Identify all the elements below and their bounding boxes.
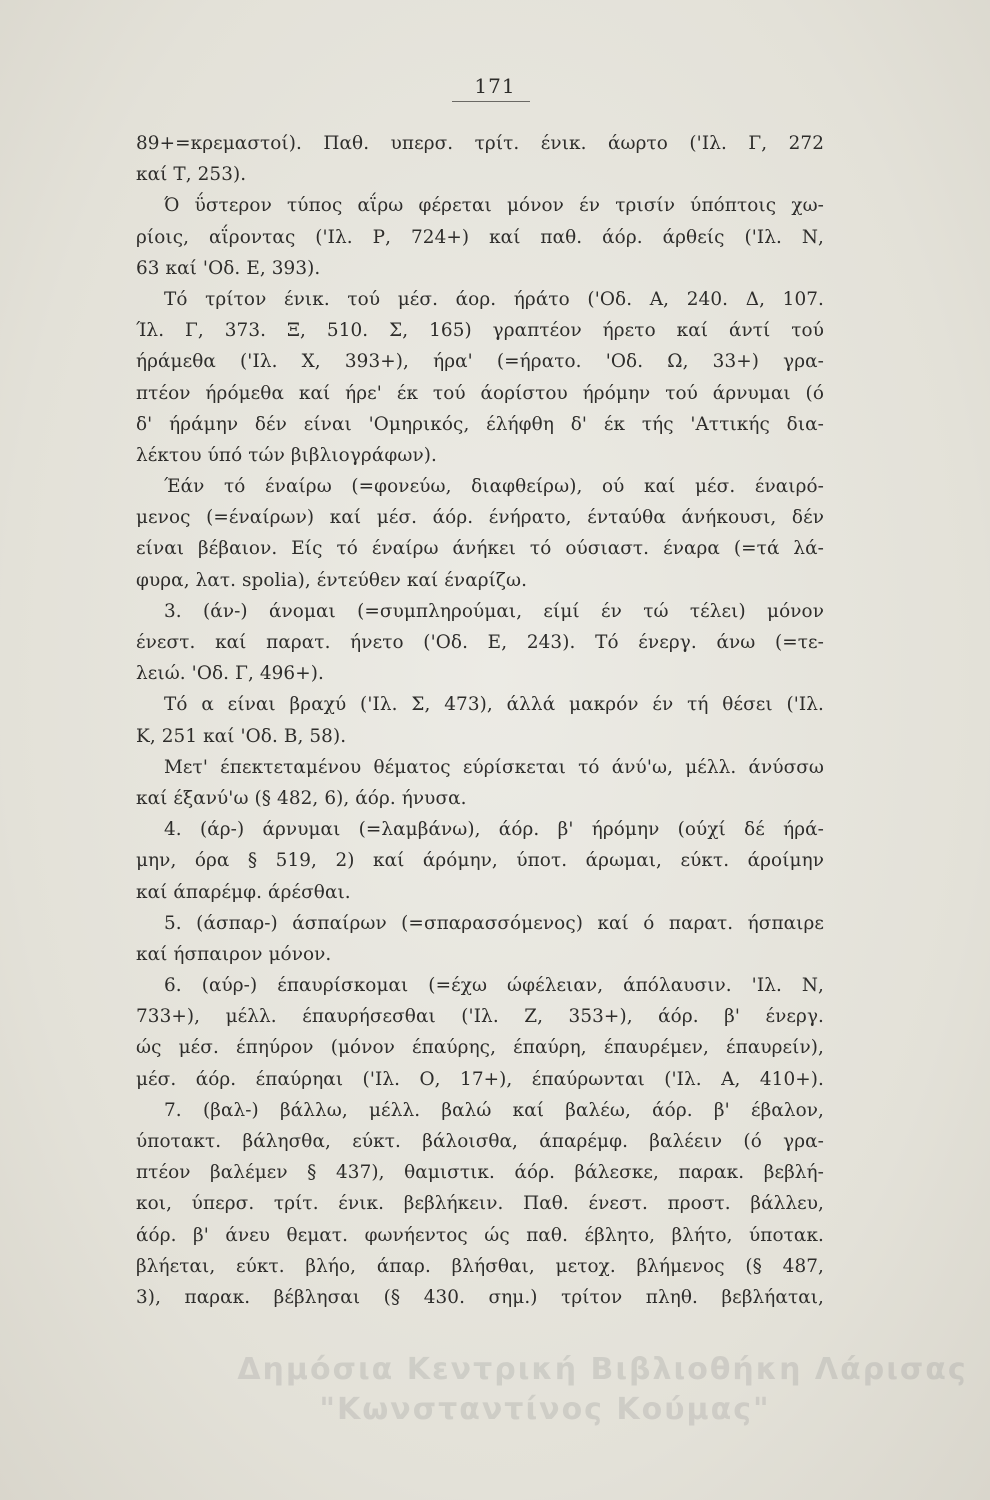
text-line: 89+=κρεμαστοί). Παθ. υπερσ. τρίτ. ένικ. άωρτο ('Ιλ. Γ, 272 bbox=[136, 133, 824, 154]
page-number: 171 bbox=[474, 74, 516, 98]
library-watermark-line-1: Δημόσια Κεντρική Βιβλιοθήκη Λάρισας bbox=[237, 1352, 968, 1387]
text-line: δ' ήράμην δέν είναι 'Ομηρικός, έλήφθη δ' έκ τής 'Αττικής δια- bbox=[136, 413, 824, 435]
text-line: λέκτου ύπό τών βιβλιογράφων). bbox=[136, 444, 437, 466]
text-line: Ίλ. Γ, 373. Ξ, 510. Σ, 165) γραπτέον ήρετο καί άντί τού bbox=[136, 320, 824, 342]
text-line: άόρ. β' άνευ θεματ. φωνήεντος ώς παθ. έβλητο, βλήτο, ύποτακ. bbox=[136, 1224, 824, 1246]
page-number-rule bbox=[452, 101, 530, 102]
text-line: ύποτακτ. βάλησθα, εύκτ. βάλοισθα, άπαρέμφ. βαλέειν (ό γρα- bbox=[136, 1131, 824, 1152]
text-line: Έάν τό έναίρω (=φονεύω, διαφθείρω), ού καί μέσ. έναιρό- bbox=[164, 476, 824, 498]
text-line: φυρα, λατ. spolia), έντεύθεν καί έναρίζω. bbox=[136, 569, 528, 591]
text-line: κοι, ύπερσ. τρίτ. ένικ. βεβλήκειν. Παθ. ένεστ. προστ. βάλλευ, bbox=[136, 1193, 824, 1215]
text-line: πτέον βαλέμεν § 437), θαμιστικ. άόρ. βάλεσκε, παρακ. βεβλή- bbox=[136, 1162, 824, 1184]
text-line: μέσ. άόρ. έπαύρηαι ('Ιλ. Ο, 17+), έπαύρωνται ('Ιλ. Α, 410+). bbox=[136, 1068, 824, 1090]
text-line: καί ήσπαιρον μόνον. bbox=[136, 943, 332, 965]
text-line: βλήεται, εύκτ. βλήο, άπαρ. βλήσθαι, μετοχ. βλήμενος (§ 487, bbox=[136, 1255, 824, 1277]
text-line: ρίοις, αΐροντας ('Ιλ. Ρ, 724+) καί παθ. άόρ. άρθείς ('Ιλ. Ν, bbox=[136, 226, 824, 248]
text-line: Τό α είναι βραχύ ('Ιλ. Σ, 473), άλλά μακρόν έν τή θέσει ('Ιλ. bbox=[164, 694, 824, 716]
text-line: 3. (άν-) άνομαι (=συμπληρούμαι, είμί έν τώ τέλει) μόνον bbox=[164, 600, 824, 622]
text-line: 4. (άρ-) άρνυμαι (=λαμβάνω), άόρ. β' ήρόμην (ούχί δέ ήρά- bbox=[164, 819, 824, 841]
body-text bbox=[136, 128, 824, 1313]
text-line: 63 καί 'Οδ. Ε, 393). bbox=[136, 257, 321, 279]
text-line: Κ, 251 καί 'Οδ. Β, 58). bbox=[136, 725, 347, 747]
text-line: ώς μέσ. έπηύρον (μόνον έπαύρης, έπαύρη, έπαυρέμεν, έπαυρείν), bbox=[136, 1037, 824, 1059]
text-line: λειώ. 'Οδ. Γ, 496+). bbox=[136, 663, 324, 685]
text-line: καί άπαρέμφ. άρέσθαι. bbox=[136, 881, 351, 903]
text-line: μην, όρα § 519, 2) καί άρόμην, ύποτ. άρωμαι, εύκτ. άροίμην bbox=[136, 850, 824, 872]
text-line: Τό τρίτον ένικ. τού μέσ. άορ. ήράτο ('Οδ. Α, 240. Δ, 107. bbox=[164, 288, 824, 310]
text-line: Ό ΰστερον τύπος αΐρω φέρεται μόνον έν τρισίν ύπόπτοις χω- bbox=[164, 195, 824, 217]
text-line: καί Τ, 253). bbox=[136, 164, 247, 186]
text-line: 3), παρακ. βέβλησαι (§ 430. σημ.) τρίτον πληθ. βεβλήαται, bbox=[136, 1286, 824, 1308]
text-line: 733+), μέλλ. έπαυρήσεσθαι ('Ιλ. Ζ, 353+), άόρ. β' ένεργ. bbox=[136, 1006, 824, 1028]
library-watermark-line-2: "Κωνσταντίνος Κούμας" bbox=[319, 1392, 771, 1427]
text-line: καί έξανύ'ω (§ 482, 6), άόρ. ήνυσα. bbox=[136, 787, 467, 809]
text-line: 7. (βαλ-) βάλλω, μέλλ. βαλώ καί βαλέω, άόρ. β' έβαλον, bbox=[164, 1099, 824, 1121]
text-line: μενος (=έναίρων) καί μέσ. άόρ. ένήρατο, ένταύθα άνήκουσι, δέν bbox=[136, 507, 824, 529]
text-line: 6. (αύρ-) έπαυρίσκομαι (=έχω ώφέλειαν, άπόλαυσιν. 'Ιλ. Ν, bbox=[164, 975, 824, 997]
text-line: 5. (άσπαρ-) άσπαίρων (=σπαρασσόμενος) καί ό παρατ. ήσπαιρε bbox=[164, 912, 824, 934]
text-line: ένεστ. καί παρατ. ήνετο ('Οδ. Ε, 243). Τό ένεργ. άνω (=τε- bbox=[136, 632, 824, 653]
text-line: Μετ' έπεκτεταμένου θέματος εύρίσκεται τό άνύ'ω, μέλλ. άνύσσω bbox=[164, 756, 824, 778]
text-line: είναι βέβαιον. Είς τό έναίρω άνήκει τό ούσιαστ. έναρα (=τά λά- bbox=[136, 538, 824, 560]
text-line: πτέον ήρόμεθα καί ήρε' έκ τού άορίστου ήρόμην τού άρνυμαι (ό bbox=[136, 382, 824, 404]
text-line: ήράμεθα ('Ιλ. Χ, 393+), ήρα' (=ήρατο. 'Οδ. Ω, 33+) γρα- bbox=[136, 351, 824, 373]
